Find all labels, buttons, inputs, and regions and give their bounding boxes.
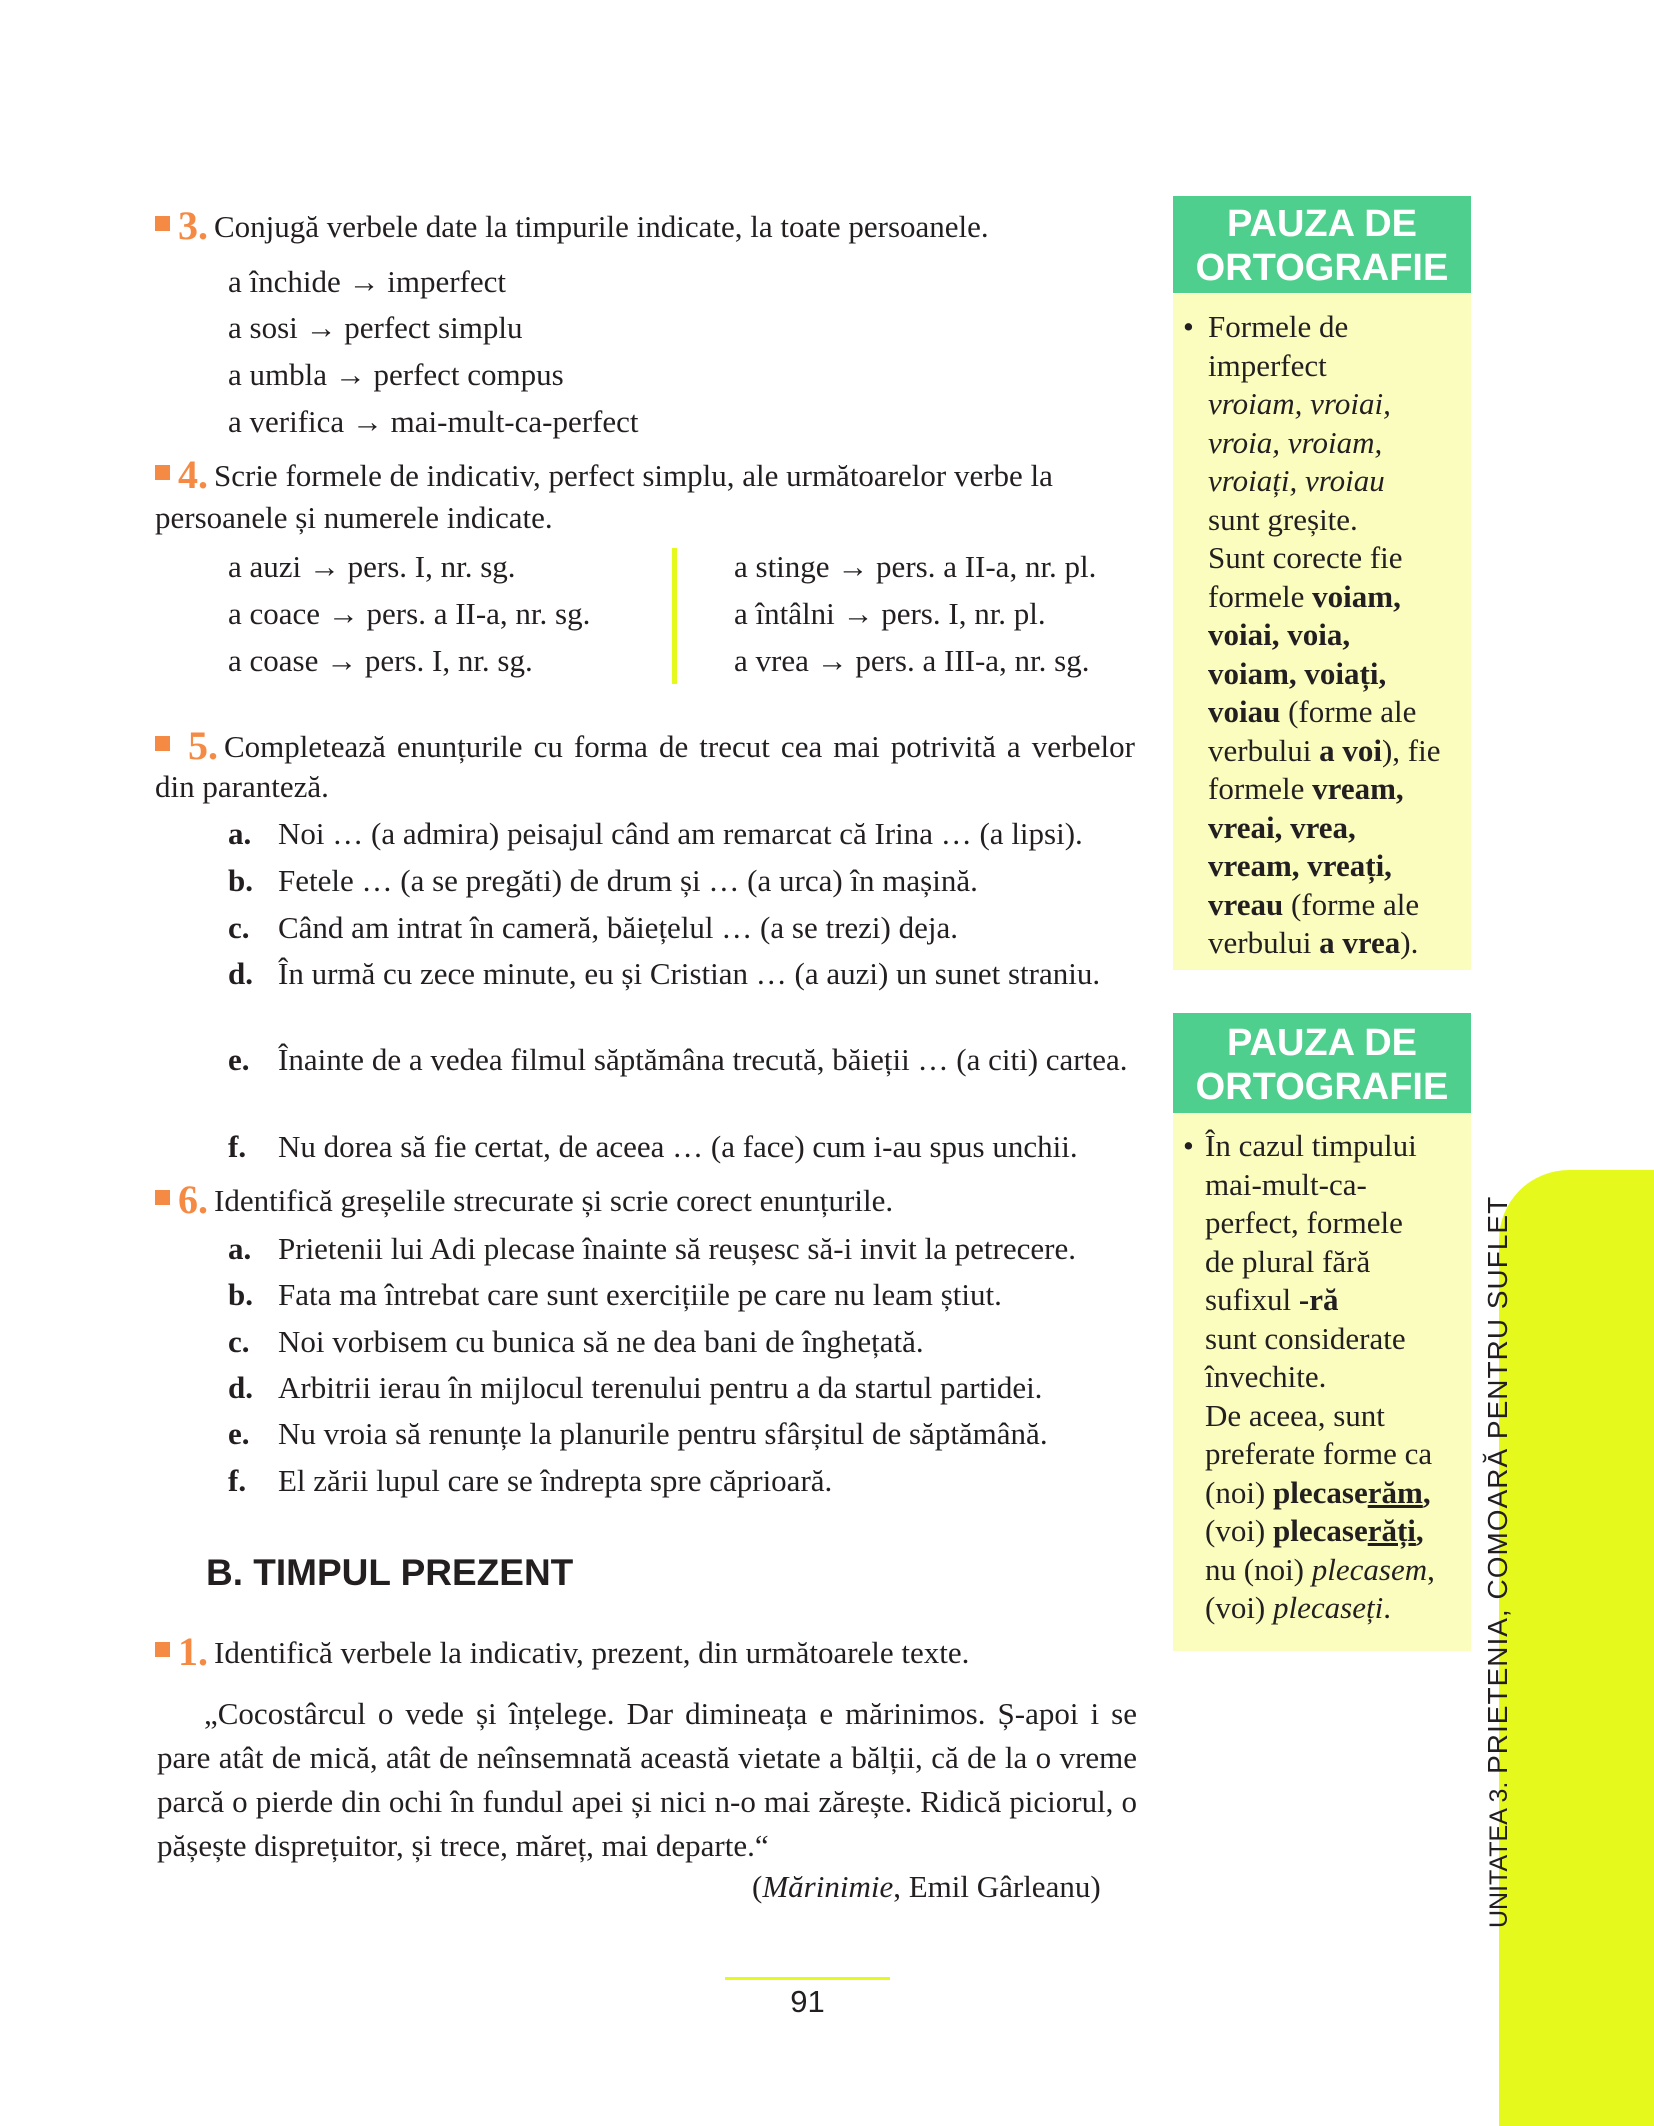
ex5-item: b. Fetele … (a se pregăti) de drum și … (a urca) în mașină. — [228, 863, 978, 898]
exercise-5-instruction: 5. Completează enunțurile cu forma de trecut cea mai potrivită a verbelor din paranteză. — [155, 723, 1135, 804]
ex5-item: c. Când am intrat în cameră, băiețelul … (a se trezi) deja. — [228, 910, 958, 945]
section-b-exercise-1-instruction: 1. Identifică verbele la indicativ, prezent, din următoarele texte. — [155, 1630, 1140, 1675]
ex4-left-line: a coace → pers. a II-a, nr. sg. — [228, 596, 591, 631]
exercise-number: 5. — [188, 723, 218, 768]
ex5-item: f. Nu dorea să fie certat, de aceea … (a face) cum i-au spus unchii. — [228, 1129, 1078, 1164]
sidebar-2-text: În cazul timpului mai-mult-ca- perfect, formele de plural fără sufixul -ră sunt considerate învechite. De aceea, sunt preferate forme ca (noi) plecaserăm, (voi) plecaserăți, nu (noi) plecasem, (voi) plecaseți. — [1205, 1128, 1435, 1625]
ex3-line: a verifica → mai-mult-ca-perfect — [228, 404, 639, 439]
unit-side-tab-label: UNITATEA 3. PRIETENIA, COMOARĂ PENTRU SUFLET — [1482, 1195, 1513, 1928]
ex6-item: f. El zării lupul care se îndrepta spre căprioară. — [228, 1463, 833, 1498]
ex3-line: a închide → imperfect — [228, 264, 507, 299]
ex5-item: e. Înainte de a vedea filmul săptămâna trecută, băieții … (a citi) cartea. — [228, 1042, 1128, 1077]
bullet-square-icon — [155, 736, 170, 751]
ex4-right-line: a întâlni → pers. I, nr. pl. — [734, 596, 1046, 631]
sidebar-1-title: PAUZA DE ORTOGRAFIE — [1173, 196, 1471, 293]
bullet-square-icon — [155, 1642, 170, 1657]
quote-text: „Cocostârcul o vede și înțelege. Dar dimineața e mărinimos. Ș-apoi i se pare atât de mică, atât de neînsemnată această vietate a bălții, că de la o vreme parcă o pierde din ochi în fundul apei și nici n-o mai zărește. Ridică piciorul, o pășește disprețuitor, și trece, măreț, mai departe.“ — [157, 1696, 1137, 1863]
exercise-number: 6. — [178, 1177, 208, 1222]
ex6-item: d. Arbitrii ierau în mijlocul terenului pentru a da startul partidei. — [228, 1370, 1043, 1405]
exercise-number: 1. — [178, 1629, 208, 1674]
sidebar-2-title: PAUZA DE ORTOGRAFIE — [1173, 1013, 1471, 1113]
ex4-left-line: a auzi → pers. I, nr. sg. — [228, 549, 516, 584]
section-title: B. TIMPUL PREZENT — [206, 1552, 574, 1593]
ex3-line: a sosi → perfect simplu — [228, 310, 523, 345]
ex6-item: e. Nu vroia să renunțe la planurile pentru sfârșitul de săptămână. — [228, 1416, 1048, 1451]
ex5-item: a. Noi … (a admira) peisajul când am remarcat că Irina … (a lipsi). — [228, 816, 1083, 851]
ex6-item: b. Fata ma întrebat care sunt exercițiile pe care nu leam știut. — [228, 1277, 1002, 1312]
bullet-square-icon — [155, 465, 170, 480]
sidebar-1-content — [1173, 294, 1471, 970]
column-divider — [672, 548, 677, 684]
ex4-right-line: a vrea → pers. a III-a, nr. sg. — [734, 643, 1090, 678]
bullet-dot-icon: • — [1183, 309, 1194, 344]
ex6-item: c. Noi vorbisem cu bunica să ne dea bani de înghețată. — [228, 1324, 924, 1359]
exercise-6-instruction: 6. Identifică greșelile strecurate și scrie corect enunțurile. — [155, 1178, 1140, 1223]
sidebar-1-text: Formele de imperfect vroiam, vroiai, vroia, vroiam, vroiați, vroiau sunt greșite. Sunt corecte fie formele voiam, voiai, voia, voiam, voiați, voiau (forme ale verbului a voi), fie formele vream, vreai, vrea, vream, vreați, vreau (forme ale verbului a vrea). — [1208, 309, 1441, 960]
unit-side-tab — [1499, 1170, 1654, 2126]
ex6-item: a. Prietenii lui Adi plecase înainte să reușesc să-i invit la petrecere. — [228, 1231, 1076, 1266]
quote-source: (Mărinimie, Emil Gârleanu) — [752, 1869, 1101, 1904]
exercise-3-instruction: 3. Conjugă verbele date la timpurile indicate, la toate persoanele. — [155, 204, 1140, 249]
bullet-square-icon — [155, 216, 170, 231]
ex5-item: d. În urmă cu zece minute, eu și Cristian … (a auzi) un sunet straniu. — [228, 956, 1101, 991]
sidebar-2-content — [1173, 1113, 1471, 1651]
bullet-square-icon — [155, 1190, 170, 1205]
ex3-line: a umbla → perfect compus — [228, 357, 564, 392]
ex4-right-line: a stinge → pers. a II-a, nr. pl. — [734, 549, 1097, 584]
page-number: 91 — [790, 1984, 825, 2019]
ex4-left-line: a coase → pers. I, nr. sg. — [228, 643, 533, 678]
exercise-number: 3. — [178, 203, 208, 248]
bullet-dot-icon: • — [1183, 1128, 1194, 1163]
exercise-number: 4. — [178, 452, 208, 497]
exercise-4-instruction: 4. Scrie formele de indicativ, perfect simplu, ale următoarelor verbe la persoanele și numerele indicate. — [155, 452, 1053, 535]
